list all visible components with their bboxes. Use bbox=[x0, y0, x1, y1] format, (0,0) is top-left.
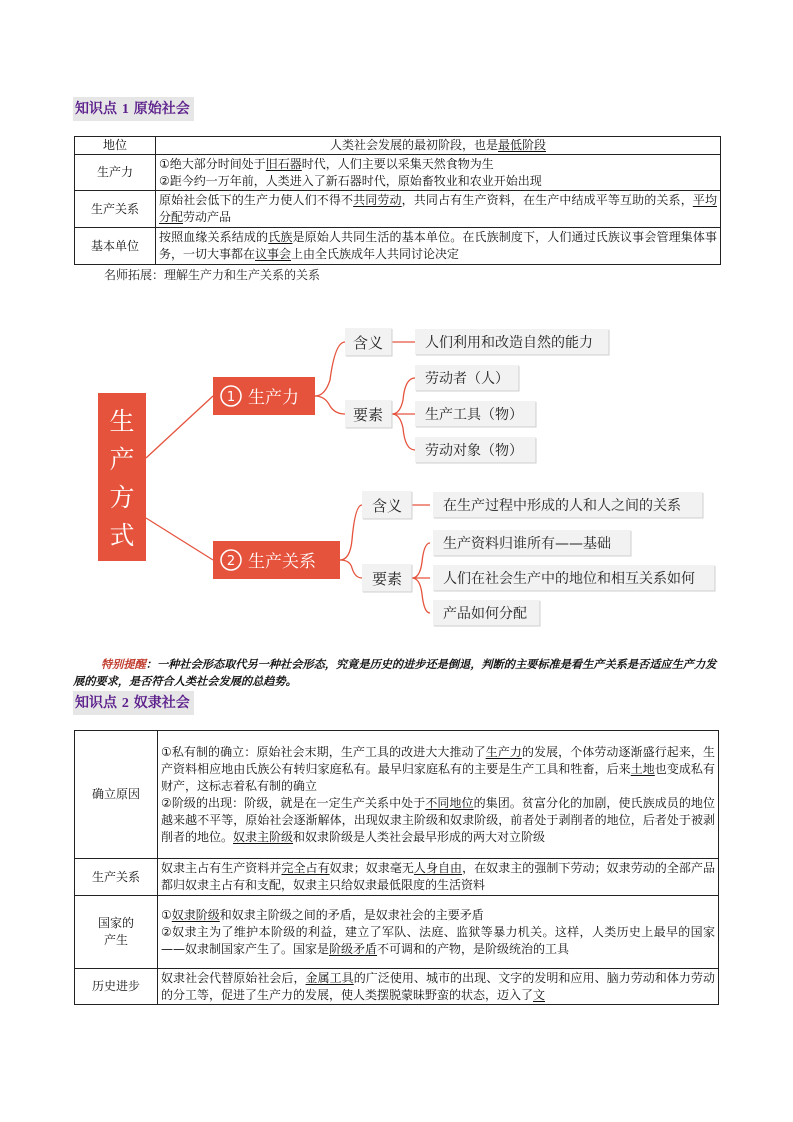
section1-heading-num: 1 bbox=[121, 102, 129, 117]
row-label-line: 国家的 bbox=[97, 916, 134, 930]
table-row bbox=[75, 228, 721, 265]
table-row bbox=[75, 191, 721, 228]
row-content: 人类社会发展的最初阶段，也是最低阶段 bbox=[156, 137, 721, 155]
branch1-meaning-text: 人们利用和改造自然的能力 bbox=[425, 335, 593, 351]
row-content: 奴隶主占有生产资料并完全占有奴隶；奴隶毫无人身自由，在奴隶主的强制下劳动；奴隶劳动的全部产品都归奴隶主占有和支配，奴隶主只给奴隶最低限度的生活资料 bbox=[158, 859, 719, 896]
branch1-element-text: 劳动者（人） bbox=[425, 371, 509, 387]
section1-heading-prefix: 知识点 bbox=[75, 101, 117, 117]
mindmap-root-char: 产 bbox=[109, 445, 135, 474]
branch1-element-text: 生产工具（物） bbox=[425, 407, 523, 423]
mindmap-root-char: 方 bbox=[109, 483, 135, 512]
row-label-line: 产生 bbox=[103, 933, 128, 947]
branch2-elements-label: 要素 bbox=[371, 570, 403, 588]
primitive-society-table bbox=[74, 136, 721, 265]
table-row bbox=[75, 155, 721, 191]
slave-society-table bbox=[74, 730, 719, 1005]
row-label: 地位 bbox=[75, 137, 156, 155]
row-label: 生产力 bbox=[75, 155, 156, 191]
table-row bbox=[75, 731, 719, 859]
branch1-label: 生产力 bbox=[248, 388, 299, 408]
branch2-element-text: 生产资料归谁所有——基础 bbox=[443, 536, 611, 552]
special-reminder bbox=[73, 656, 723, 690]
branch2-element-text: 产品如何分配 bbox=[443, 606, 527, 622]
branch1-element-text: 劳动对象（物） bbox=[425, 443, 523, 459]
section1-heading bbox=[73, 97, 194, 121]
section2-heading-title: 奴隶社会 bbox=[133, 695, 190, 711]
table-row bbox=[75, 859, 719, 896]
row-content: 奴隶社会代替原始社会后，金属工具的广泛使用、城市的出现、文字的发明和应用、脑力劳动和体力劳动的分工等，促进了生产力的发展，使人类摆脱蒙昧野蛮的状态，迈入了文 bbox=[158, 969, 719, 1005]
branch1-meaning-label: 含义 bbox=[352, 334, 384, 352]
row-label bbox=[75, 896, 158, 969]
branch2-meaning-text: 在生产过程中形成的人和人之间的关系 bbox=[443, 498, 681, 514]
row-label: 基本单位 bbox=[75, 228, 156, 265]
special-reminder-text: ：一种社会形态取代另一种社会形态，究竟是历史的进步还是倒退，判断的主要标准是看生产关系是否适应生产力发展的要求，是否符合人类社会发展的总趋势。 bbox=[73, 657, 717, 688]
mindmap-root-char: 生 bbox=[109, 407, 135, 436]
section2-heading bbox=[73, 691, 194, 715]
table-row bbox=[75, 896, 719, 969]
mode-of-production-mindmap bbox=[0, 300, 793, 640]
row-label: 历史进步 bbox=[75, 969, 158, 1005]
row-label: 生产关系 bbox=[75, 191, 156, 228]
branch2-label: 生产关系 bbox=[248, 552, 316, 572]
branch2-element-text: 人们在社会生产中的地位和相互关系如何 bbox=[443, 571, 695, 587]
table-row bbox=[75, 969, 719, 1005]
branch2-number: 2 bbox=[226, 554, 236, 569]
row-label: 确立原因 bbox=[75, 731, 158, 859]
table-row bbox=[75, 137, 721, 155]
branch1-number: 1 bbox=[226, 390, 236, 405]
row-content: ①私有制的确立：原始社会末期，生产工具的改进大大推动了生产力的发展，个体劳动逐渐盛行起来，生产资料相应地由氏族公有转归家庭私有。最早归家庭私有的主要是生产工具和牲畜，后来土地也变成私有财产，这标志着私有制的确立 ②阶级的出现：阶级，就是在一定生产关系中处于不同地位的集团。贫富分化的加剧，使氏族成员的地位越来越不平等，原始社会逐渐解体，出现奴隶主阶级和奴隶阶级，前者处于剥削者的地位，后者处于被剥削者的地位。奴隶主阶级和奴隶阶级是人类社会最早形成的两大对立阶级 bbox=[158, 731, 719, 859]
row-content: ①绝大部分时间处于旧石器时代，人们主要以采集天然食物为生 ②距今约一万年前，人类进入了新石器时代，原始畜牧业和农业开始出现 bbox=[156, 155, 721, 191]
row-content: 按照血缘关系结成的氏族是原始人共同生活的基本单位。在氏族制度下，人们通过氏族议事会管理集体事务，一切大事都在议事会上由全氏族成年人共同讨论决定 bbox=[156, 228, 721, 265]
row-content: ①奴隶阶级和奴隶主阶级之间的矛盾，是奴隶社会的主要矛盾 ②奴隶主为了维护本阶级的利益，建立了军队、法庭、监狱等暴力机关。这样，人类历史上最早的国家——奴隶制国家产生了。国家是阶级矛盾不可调和的产物，是阶级统治的工具 bbox=[158, 896, 719, 969]
row-label: 生产关系 bbox=[75, 859, 158, 896]
section2-heading-prefix: 知识点 bbox=[75, 695, 117, 711]
teacher-note: 名师拓展：理解生产力和生产关系的关系 bbox=[104, 268, 321, 282]
branch1-elements-label: 要素 bbox=[352, 406, 384, 424]
branch2-meaning-label: 含义 bbox=[371, 497, 403, 515]
section2-heading-num: 2 bbox=[121, 696, 129, 711]
row-content: 原始社会低下的生产力使人们不得不共同劳动，共同占有生产资料，在生产中结成平等互助的关系，平均分配劳动产品 bbox=[156, 191, 721, 228]
special-reminder-label: 特别提醒 bbox=[101, 657, 146, 671]
section1-heading-title: 原始社会 bbox=[133, 101, 190, 117]
mindmap-root-char: 式 bbox=[109, 521, 135, 550]
